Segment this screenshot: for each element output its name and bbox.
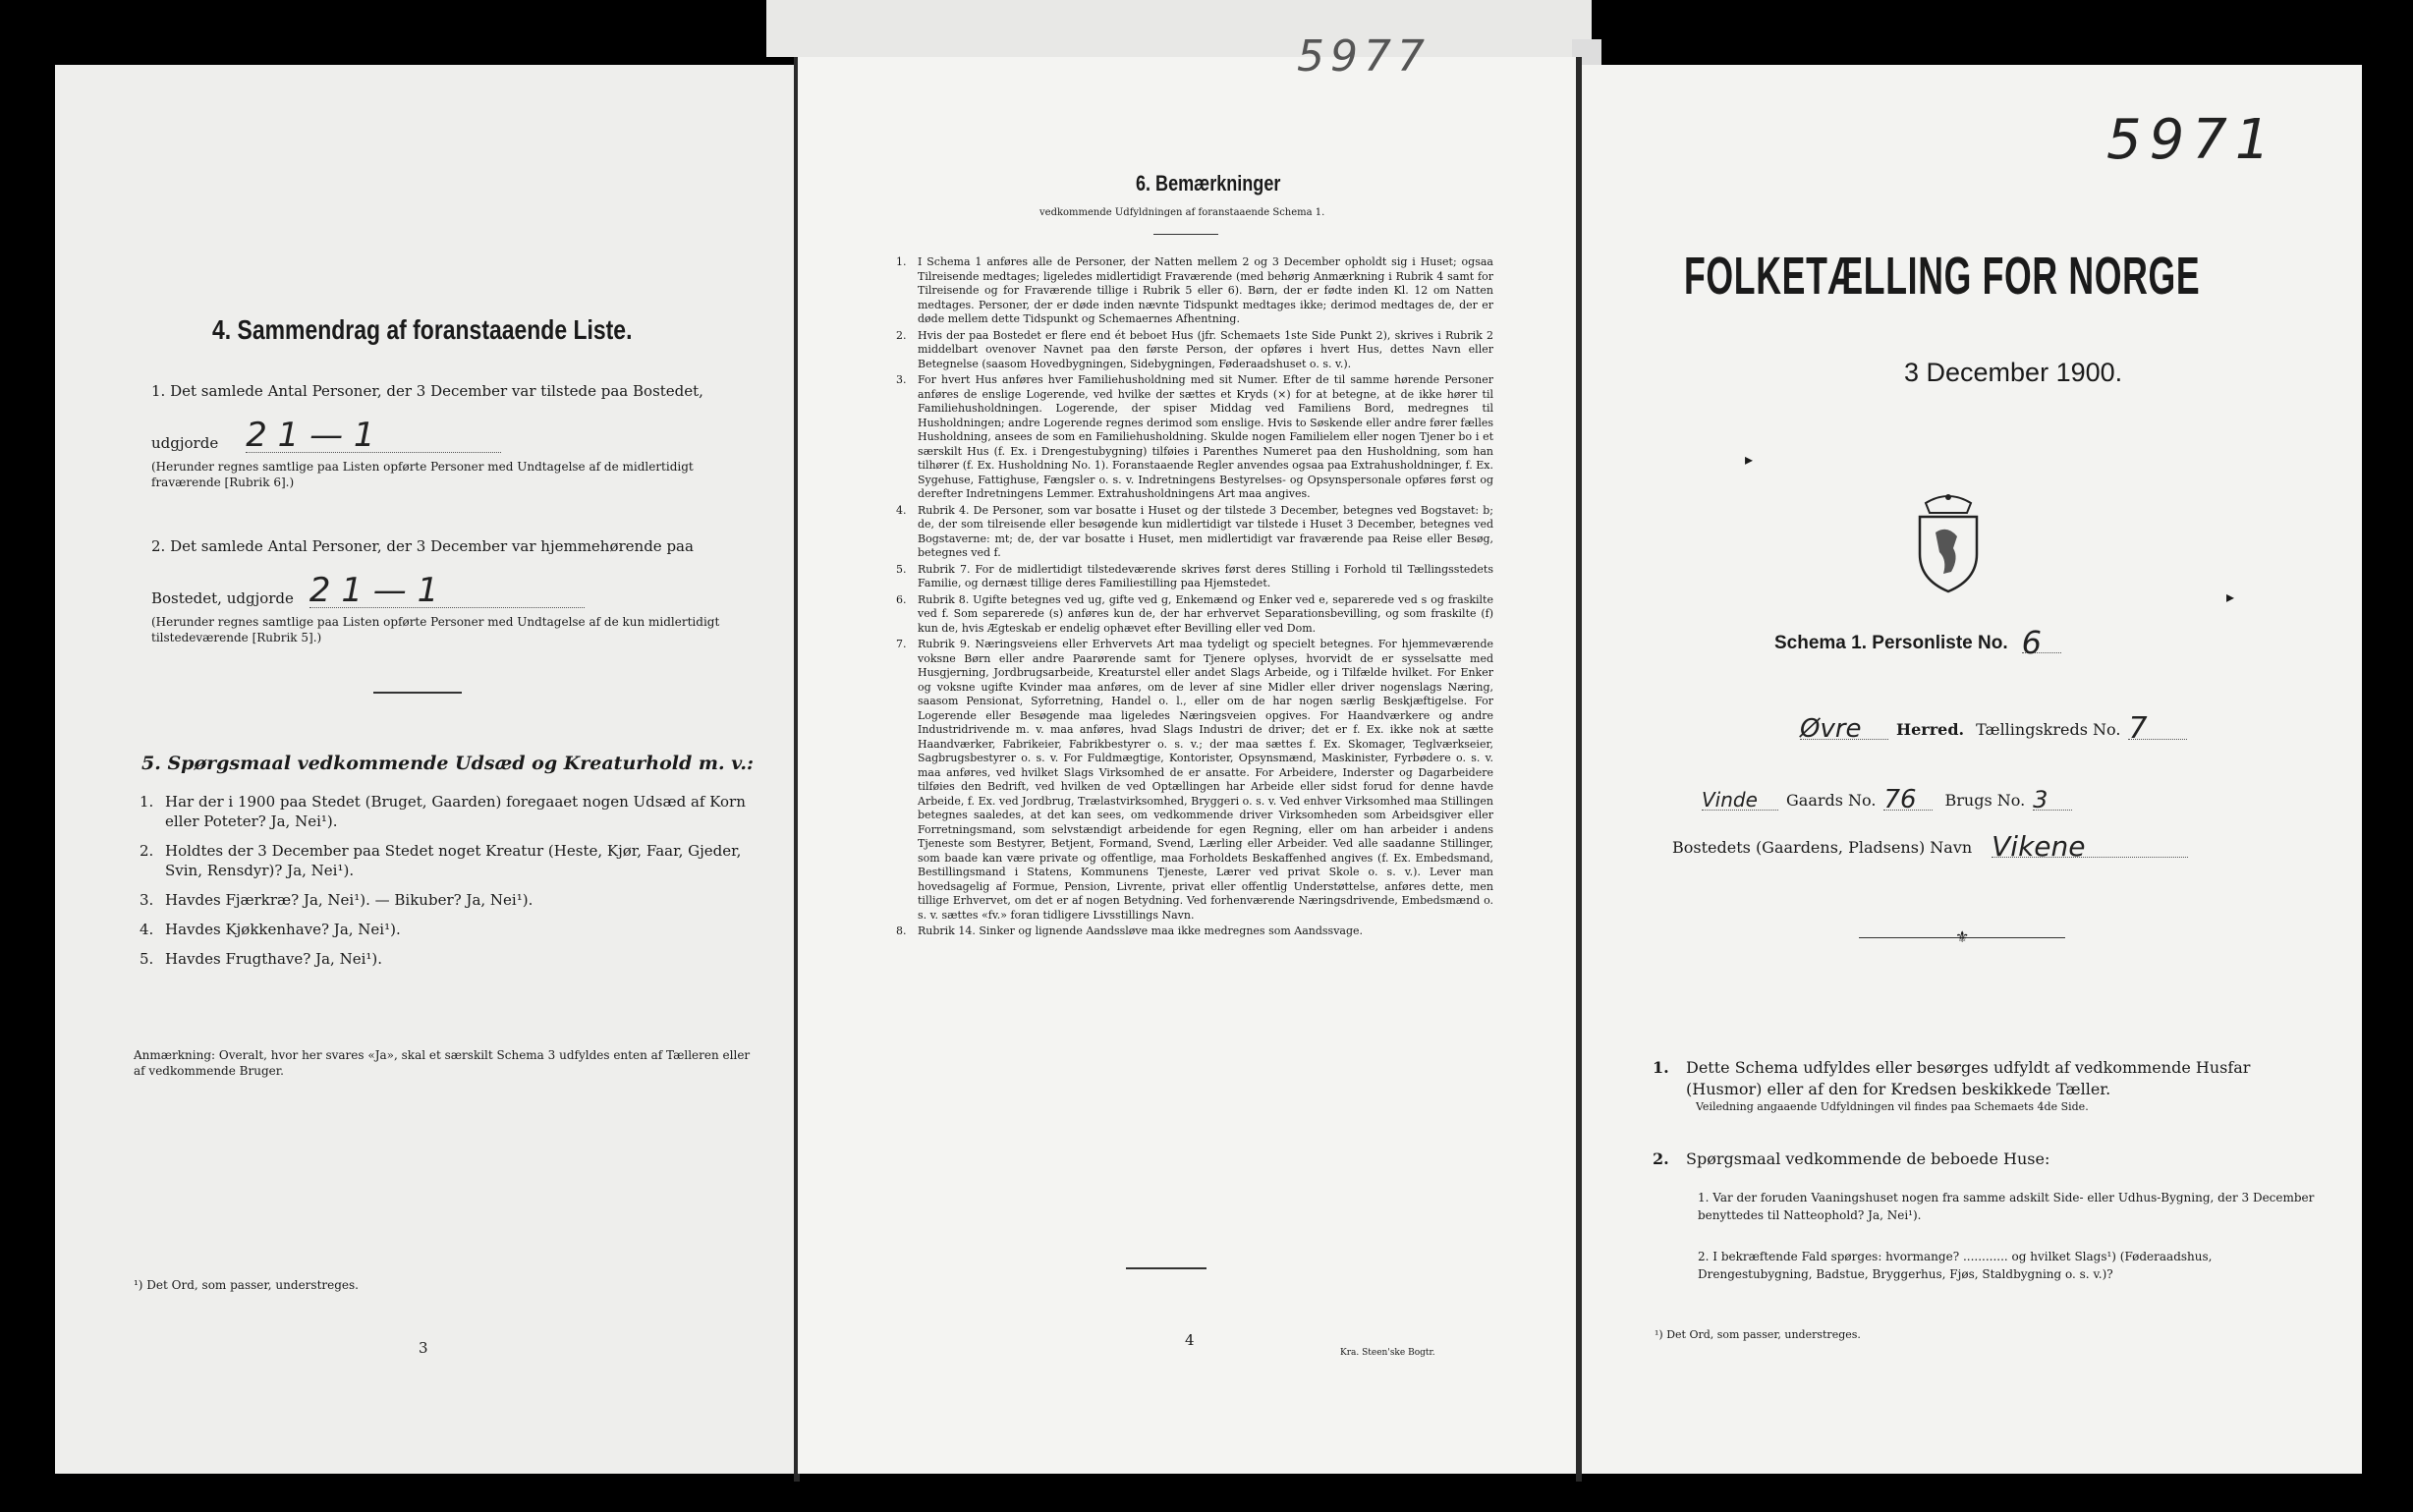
bosted-label: Bostedets (Gaardens, Pladsens) Navn (1672, 838, 1973, 857)
remark-number: 1. (896, 255, 907, 268)
kreds-handwritten: 7 (2128, 719, 2187, 740)
remark-text: Rubrik 9. Næringsveiens eller Erhvervets Art maa tydeligt og specielt betegnes. For hjemmeværende voksne Børn eller andre Paarørende samt for Tjenere oplyses, hvorvidt de er sysselsatte med Husgjerning, Jordbrugsarbeide, Kreaturstel eller andet Slags Arbeide, og i Tilfælde hvilket. For Enker og voksne ugifte Kvinder maa anføres, om de lever af sine Midler eller driver nogenslags Næring, saasom Pensionat, Syforretning, Handel o. l., eller om de har nogen særlig Beskjæftigelse. For Logerende eller Besøgende maa ligeledes Næringsveien opgives. For Haandværkere og andre Industridrivende m. v. maa anføres, hvad Slags Industri de driver; det er f. Ex. ikke nok at sætte Haandværker, Fabrikeier, Fabrikbestyrer o. s. v.; der maa sættes f. Ex. Skomager, Teglværkseier, Sagbrugsbestyrer o. s. v. For Fuldmægtige, Kontorister, Opsynsmænd, Maskinister, Fyrbødere o. s. v. maa anføres, ved hvilket Slags Virksomhed de er ansatte. For Arbeidere, Inderster og Dagarbeidere tilføies den Bedrift, ved hvilken de ved Optællingen har Arbeide eller sidst forud for denne havde Arbeide, f. Ex. ved Jordbrug, Trælastvirksomhed, Bryggeri o. s. v. Ved enhver Virksomhed maa Stillingen betegnes saaledes, at det kan sees, om vedkommende driver Virksomheden som Arbeidsgiver eller Forretningsmand, som selvstændigt arbeidende for egen Regning, eller om han arbeider i andens Tjeneste som Bestyrer, Betjent, Formand, Svend, Lærling eller Arbeider. Ved alle saadanne Stillinger, som baade kan være private og offentlige, maa Forholdets Beskaffenhed angives (f. Ex. Embedsmand, Bestillingsmand i Statens, Kommunens Tjeneste, Lærer ved privat Skole o. s. v.). Lever man hovedsagelig af Formue, Pension, Livrente, privat eller offentlig Understøttelse, anføres dette, men tillige Erhvervet, om det er af nogen Betydning. Ved forhenværende Næringsdrivende, Embedsmænd o. s. v. sættes «fv.» foran tidligere Livsstillings Navn. (918, 638, 1493, 922)
anmerkning: Anmærkning: Overalt, hvor her svares «Ja», skal et særskilt Schema 3 udfyldes enten af Tælleren eller af vedkommende Bruger. (134, 1048, 751, 1078)
question-number: 4. (140, 921, 154, 938)
instruction-2-1: 1. Var der foruden Vaaningshuset nogen fra samme adskilt Side- eller Udhus-Bygning, der 3 December benyttedes til Natteophold? Ja, Nei¹). (1698, 1191, 2315, 1222)
summary-item-1 (151, 381, 751, 490)
section5-title: 5. Spørgsmaal vedkommende Udsæd og Kreaturhold m. v.: (141, 753, 754, 774)
gaard-line (1702, 785, 2072, 814)
remark-text: Rubrik 8. Ugifte betegnes ved ug, gifte ved g, Enkemænd og Enker ved e, separerede ved s og fraskilte ved f. Som separerede (s) anføres kun de, der har erhvervet Separationsbevilling, og som fraskilte (f) kun de, hvis Ægteskab er endelig ophævet efter Bevilling eller ved Dom. (918, 592, 1493, 635)
question-item (140, 949, 758, 969)
page-number: 4 (1185, 1331, 1195, 1349)
instruction-2-text: Spørgsmaal vedkommende de beboede Huse: (1686, 1149, 2050, 1168)
remark-item (896, 373, 1493, 502)
herred-line (1800, 711, 2187, 746)
remark-item (896, 593, 1493, 637)
remark-text: Rubrik 14. Sinker og lignende Aandssløve maa ikke medregnes som Aandssvage. (918, 924, 1364, 937)
udgjorde-label: udgjorde (151, 434, 219, 452)
instruction-1-note: Veiledning angaaende Udfyldningen vil findes paa Schemaets 4de Side. (1696, 1100, 2089, 1113)
item1-note: (Herunder regnes samtlige paa Listen opførte Personer med Undtagelse af de midlertidigt fraværende [Rubrik 6].) (151, 460, 694, 489)
remark-item (896, 638, 1493, 923)
remark-item (896, 255, 1493, 327)
bosted-line (1672, 830, 2188, 863)
gaards-label: Gaards No. (1786, 791, 1877, 810)
back-sheet-edge (766, 0, 1592, 57)
question-number: 5. (140, 950, 154, 968)
remark-item (896, 563, 1493, 591)
remark-item (896, 924, 1493, 939)
remark-number: 3. (896, 373, 907, 386)
herred-label: Herred. (1896, 720, 1965, 739)
question-number: 2. (140, 842, 154, 860)
archive-number: 5971 (2106, 108, 2278, 172)
ornament: ⚜ (1955, 927, 1970, 946)
title-rule (1153, 234, 1218, 235)
remark-number: 2. (896, 328, 907, 342)
question-text: Havdes Kjøkkenhave? Ja, Nei¹). (165, 921, 401, 938)
remark-number: 8. (896, 924, 907, 937)
brugs-label: Brugs No. (1944, 791, 2026, 810)
remark-item (896, 329, 1493, 372)
questions-list (140, 792, 758, 979)
census-date: 3 December 1900. (1904, 358, 2123, 387)
remark-text: For hvert Hus anføres hver Familiehusholdning med sit Numer. Efter de til samme hørende Personer anføres de enslige Logerende, ved hvilke der sættes et Kryds (×) for at betegne, at de ikke hører til Familiehusholdningen. Logerende, der spiser Middag ved Familiens Bord, medregnes til Husholdningen; andre Logerende regnes derimod som enslige. Hvis to Søskende eller andre fører fælles Husholdning, ansees de som en Familiehusholdning. Skulde nogen Familielem eller nogen Tjener bo i et særskilt Hus (f. Ex. i Drengestubygning) tilføies i Parenthes Numeret paa den Husholdning, som han tilhører (f. Ex. Husholdning No. 1). Foranstaaende Regler anvendes ogsaa paa Extrahusholdninger, f. Ex. Sygehuse, Fattighuse, Fængsler o. s. v. Indretningens Bestyrelses- og Opsynspersonale opføres først og derefter Indretningens Lemmer. Extrahusholdningens Art maa angives. (918, 373, 1493, 500)
printer-imprint: Kra. Steen'ske Bogtr. (1340, 1348, 1435, 1358)
gaard-prefix-handwritten: Vinde (1702, 790, 1778, 811)
question-item (140, 841, 758, 880)
section4-title: 4. Sammendrag af foranstaaende Liste. (212, 314, 633, 345)
remark-text: Hvis der paa Bostedet er flere end ét beboet Hus (jfr. Schemaets 1ste Side Punkt 2), skrives i Rubrik 2 middelbart ovenover Navnet paa den første Person, der opføres i hvert Hus, dettes Navn eller Betegnelse (saasom Hovedbygningen, Sidebygningen, Føderaadshuset o. s. v.). (918, 328, 1493, 370)
question-item (140, 920, 758, 939)
kreds-label: Tællingskreds No. (1976, 720, 2121, 739)
summary-item-1-text: 1. Det samlede Antal Personer, der 3 December var tilstede paa Bostedet, (151, 382, 703, 400)
mark-arrow: ▸ (2226, 588, 2235, 606)
bosted-handwritten: Vikene (1992, 837, 2188, 858)
instruction-1-text: Dette Schema udfyldes eller besørges udfyldt af vedkommende Husfar (Husmor) eller af den for Kredsen beskikkede Tæller. (1686, 1058, 2251, 1098)
instruction-1: 1. Dette Schema udfyldes eller besørges udfyldt af vedkommende Husfar (Husmor) eller af den for Kredsen beskikkede Tæller. Veiledning angaaende Udfyldningen vil findes paa Schemaets 4de Side. (1653, 1057, 2321, 1115)
remarks-title: 6. Bemærkninger (1136, 171, 1281, 196)
remarks-subtitle: vedkommende Udfyldningen af foranstaaende Schema 1. (1039, 207, 1325, 218)
personliste-no-handwritten: 6 (2022, 633, 2061, 653)
remark-number: 5. (896, 562, 907, 576)
footnote: ¹) Det Ord, som passer, understreges. (134, 1278, 359, 1292)
instruction-2-2: 2. I bekræftende Fald spørges: hvormange? ............ og hvilket Slags¹) (Føderaadshus, Drengestubygning, Badstue, Bryggerhus, Fjøs, Staldbygning o. s. v.)? (1698, 1250, 2213, 1281)
remark-number: 7. (896, 638, 907, 650)
question-number: 1. (140, 793, 154, 811)
footnote: ¹) Det Ord, som passer, understreges. (1655, 1328, 1861, 1341)
remark-number: 4. (896, 503, 907, 517)
bottom-rule (1126, 1267, 1206, 1269)
page-3 (55, 65, 796, 1474)
question-text: Holdtes der 3 December paa Stedet noget Kreatur (Heste, Kjør, Faar, Gjeder, Svin, Rensdyr)? Ja, Nei¹). (165, 842, 742, 879)
question-item (140, 890, 758, 910)
schema-line (1774, 624, 2061, 661)
item1-handwritten: 2 1 — 1 (246, 419, 501, 453)
schema-label: Schema 1. Personliste No. (1774, 633, 2008, 653)
page-number: 3 (419, 1339, 428, 1357)
main-title: FOLKETÆLLING FOR NORGE (1684, 247, 2201, 306)
question-text: Havdes Fjærkræ? Ja, Nei¹). — Bikuber? Ja, Nei¹). (165, 891, 533, 909)
bostedet-label: Bostedet, udgjorde (151, 589, 294, 607)
remarks-list (896, 255, 1493, 941)
question-text: Har der i 1900 paa Stedet (Bruget, Gaarden) foregaaet nogen Udsæd af Korn eller Poteter? Ja, Nei¹). (165, 793, 746, 830)
coat-of-arms-emblem (1908, 489, 1989, 597)
divider (373, 692, 462, 694)
question-number: 3. (140, 891, 154, 909)
remark-text: I Schema 1 anføres alle de Personer, der Natten mellem 2 og 3 December opholdt sig i Huset; ogsaa Tilreisende medtages; ligeledes midlertidigt Fraværende (med behørig Anmærkning i Rubrik 4 samt for Tilreisende og for Fraværende tillige i Rubrik 5 eller 6). Børn, der er fødte inden Kl. 12 om Natten medtages. Personer, der er døde inden nævnte Tidspunkt medtages ikke; derimod medtages de, der er døde mellem dette Tidspunkt og Schemaernes Afhentning. (918, 255, 1493, 325)
gaards-no-handwritten: 76 (1883, 790, 1933, 811)
archive-number: 5977 (1297, 31, 1431, 82)
summary-item-2 (151, 536, 751, 645)
summary-item-2-text: 2. Det samlede Antal Personer, der 3 December var hjemmehørende paa (151, 537, 694, 555)
question-text: Havdes Frugthave? Ja, Nei¹). (165, 950, 383, 968)
mark-arrow: ▸ (1745, 450, 1754, 469)
remark-number: 6. (896, 592, 907, 606)
instruction-2: 2. Spørgsmaal vedkommende de beboede Huse: (1653, 1149, 2050, 1168)
page-4 (798, 31, 1576, 1474)
page-1 (1582, 65, 2362, 1474)
item2-handwritten: 2 1 — 1 (309, 574, 585, 608)
question-item (140, 792, 758, 831)
item2-note: (Herunder regnes samtlige paa Listen opførte Personer med Undtagelse af de kun midlertidigt tilstedeværende [Rubrik 5].) (151, 615, 720, 644)
brugs-no-handwritten: 3 (2033, 790, 2072, 811)
herred-handwritten: Øvre (1800, 719, 1888, 740)
remark-item (896, 504, 1493, 561)
remark-text: Rubrik 4. De Personer, som var bosatte i Huset og der tilstede 3 December, betegnes ved Bogstavet: b; de, der som tilreisende eller besøgende kun midlertidigt var tilstede i Huset 3 December, betegnes ved Bogstaverne: mt; de, der var bosatte i Huset, men midlertidigt var fraværende paa Reise eller Besøg, betegnes ved f. (918, 503, 1493, 559)
remark-text: Rubrik 7. For de midlertidigt tilstedeværende skrives først deres Stilling i Forhold til Tællingsstedets Familie, og dernæst tillige deres Familiestilling paa Hjemstedet. (918, 562, 1493, 589)
